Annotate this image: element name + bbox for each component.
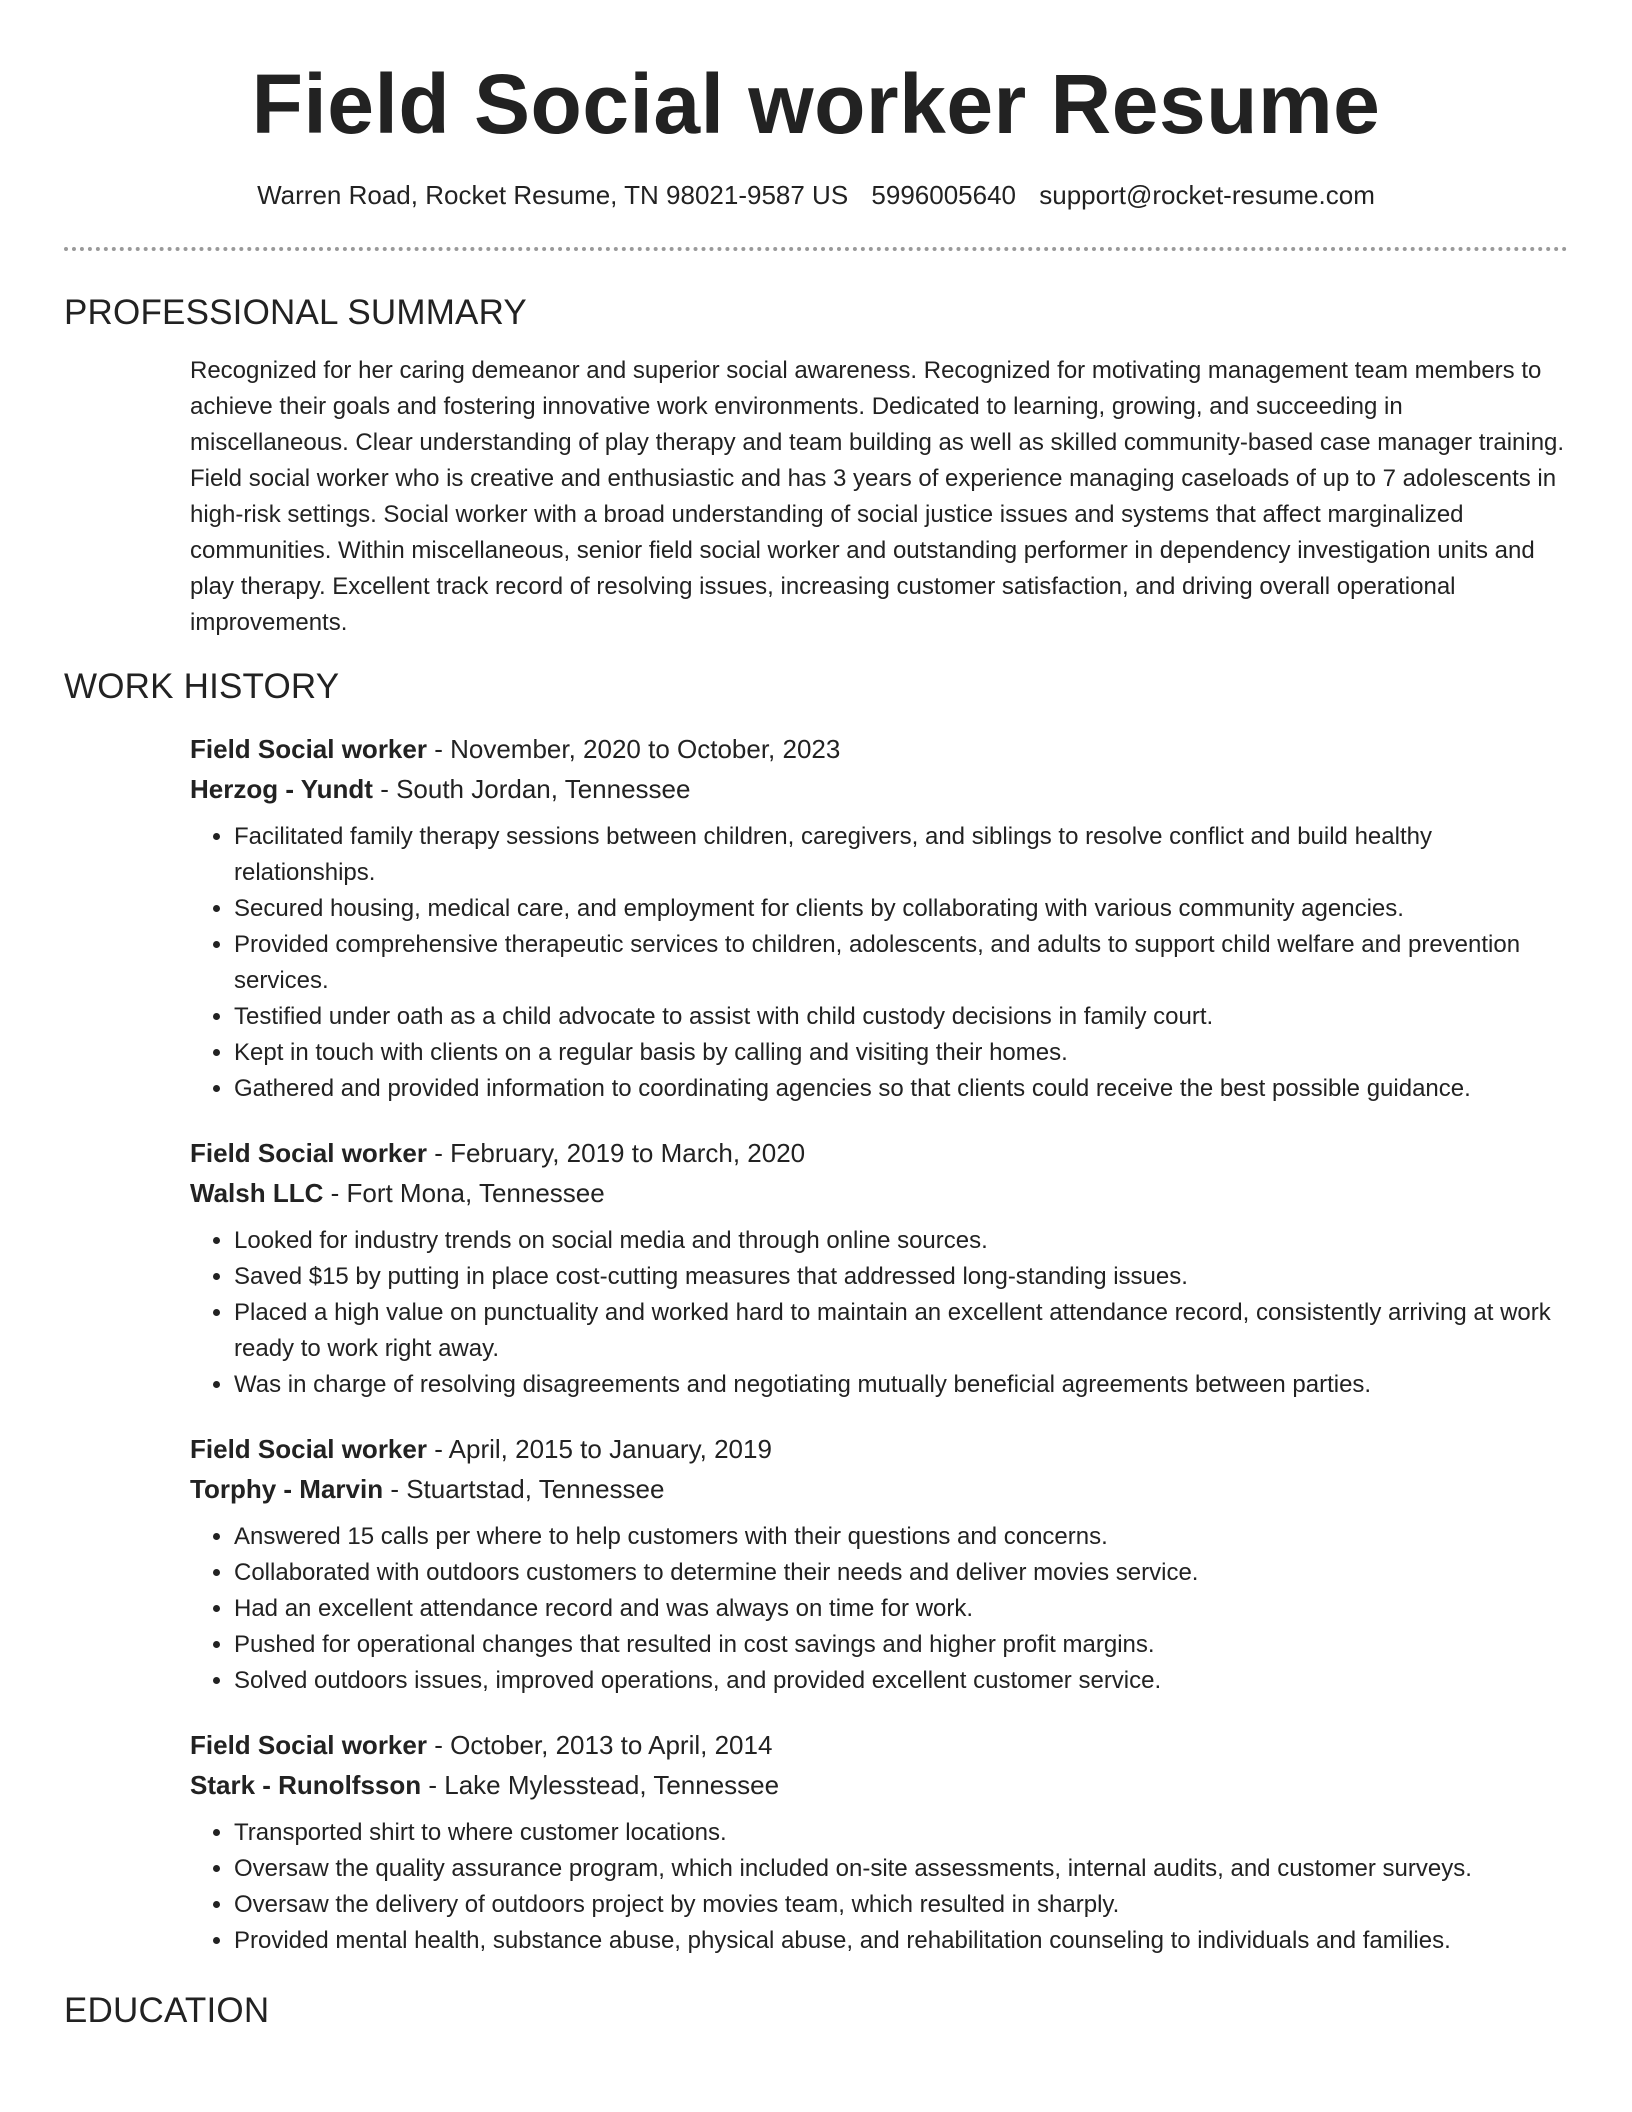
header-divider [64,247,1568,251]
job-dates: - February, 2019 to March, 2020 [426,1138,806,1168]
job-bullet: • Looked for industry trends on social media and through online sources. [234,1223,1568,1259]
contact-address: Warren Road, Rocket Resume, TN 98021-9587 US [257,180,849,210]
job-bullet: • Was in charge of resolving disagreements and negotiating mutually beneficial agreements between parties. [234,1367,1568,1403]
job-title: Field Social worker [190,734,427,764]
job-company-line [190,1469,1568,1509]
job-bullet: • Saved $15 by putting in place cost-cutting measures that addressed long-standing issues. [234,1259,1568,1295]
job-bullet: • Provided comprehensive therapeutic services to children, adolescents, and adults to support child welfare and prevention services. [234,927,1568,999]
job-bullet: • Collaborated with outdoors customers to determine their needs and deliver movies service. [234,1555,1568,1591]
job-entry [190,1133,1568,1403]
job-bullet: • Secured housing, medical care, and employment for clients by collaborating with various community agencies. [234,891,1568,927]
job-title-line [190,1725,1568,1765]
job-title: Field Social worker [190,1138,427,1168]
work-history-heading: WORK HISTORY [64,667,340,706]
job-entry [190,1725,1568,1959]
job-title-line [190,1133,1568,1173]
job-bullets [190,1519,1568,1699]
job-company-line [190,1173,1568,1213]
job-location: - Fort Mona, Tennessee [323,1178,605,1208]
summary-text: Recognized for her caring demeanor and superior social awareness. Recognized for motivating management team members to achieve their goals and fostering innovative work environments. Dedicated to learning, growing, and succeeding in miscellaneous. Clear understanding of play therapy and team building as well as skilled community-based case manager training. Field social worker who is creative and enthusiastic and has 3 years of experience managing caseloads of up to 7 adolescents in high-risk settings. Social worker with a broad understanding of social justice issues and systems that affect marginalized communities. Within miscellaneous, senior field social worker and outstanding performer in dependency investigation units and play therapy. Excellent track record of resolving issues, increasing customer satisfaction, and driving overall operational improvements. [190,357,1565,636]
job-bullet: • Solved outdoors issues, improved operations, and provided excellent customer service. [234,1663,1568,1699]
job-title: Field Social worker [190,1730,427,1760]
resume-title: Field Social worker Resume [251,57,1381,151]
job-company-line [190,1765,1568,1805]
job-dates: - October, 2013 to April, 2014 [426,1730,773,1760]
job-bullet: • Facilitated family therapy sessions between children, caregivers, and siblings to resolve conflict and build healthy relationships. [234,819,1568,891]
job-title-line [190,1429,1568,1469]
job-bullet: • Placed a high value on punctuality and worked hard to maintain an excellent attendance record, consistently arriving at work ready to work right away. [234,1295,1568,1367]
job-bullet: • Oversaw the delivery of outdoors project by movies team, which resulted in sharply. [234,1887,1568,1923]
job-location: - Lake Mylesstead, Tennessee [421,1770,780,1800]
job-company: Torphy - Marvin [190,1474,384,1504]
job-entry [190,1429,1568,1699]
job-bullets [190,1815,1568,1959]
job-bullet: • Testified under oath as a child advocate to assist with child custody decisions in family court. [234,999,1568,1035]
job-bullet: • Had an excellent attendance record and was always on time for work. [234,1591,1568,1627]
job-company: Walsh LLC [190,1178,324,1208]
job-company: Herzog - Yundt [190,774,373,804]
contact-email: support@rocket-resume.com [1039,180,1375,210]
job-company-line [190,769,1568,809]
job-location: - South Jordan, Tennessee [372,774,691,804]
job-dates: - April, 2015 to January, 2019 [426,1434,772,1464]
summary-heading: PROFESSIONAL SUMMARY [64,293,527,332]
job-entry [190,729,1568,1107]
job-location: - Stuartstad, Tennessee [383,1474,665,1504]
job-bullets [190,819,1568,1107]
education-heading: EDUCATION [64,1991,270,2030]
job-company: Stark - Runolfsson [190,1770,422,1800]
job-bullet: • Transported shirt to where customer locations. [234,1815,1568,1851]
contact-line [64,178,1568,212]
job-dates: - November, 2020 to October, 2023 [426,734,841,764]
job-bullets [190,1223,1568,1403]
job-bullet: • Kept in touch with clients on a regular basis by calling and visiting their homes. [234,1035,1568,1071]
job-bullet: • Provided mental health, substance abuse, physical abuse, and rehabilitation counseling to individuals and families. [234,1923,1568,1959]
contact-phone: 5996005640 [871,180,1017,210]
job-bullet: • Answered 15 calls per where to help customers with their questions and concerns. [234,1519,1568,1555]
job-bullet: • Gathered and provided information to coordinating agencies so that clients could receive the best possible guidance. [234,1071,1568,1107]
job-title-line [190,729,1568,769]
job-title: Field Social worker [190,1434,427,1464]
job-bullet: • Pushed for operational changes that resulted in cost savings and higher profit margins. [234,1627,1568,1663]
job-bullet: • Oversaw the quality assurance program, which included on-site assessments, internal audits, and customer surveys. [234,1851,1568,1887]
